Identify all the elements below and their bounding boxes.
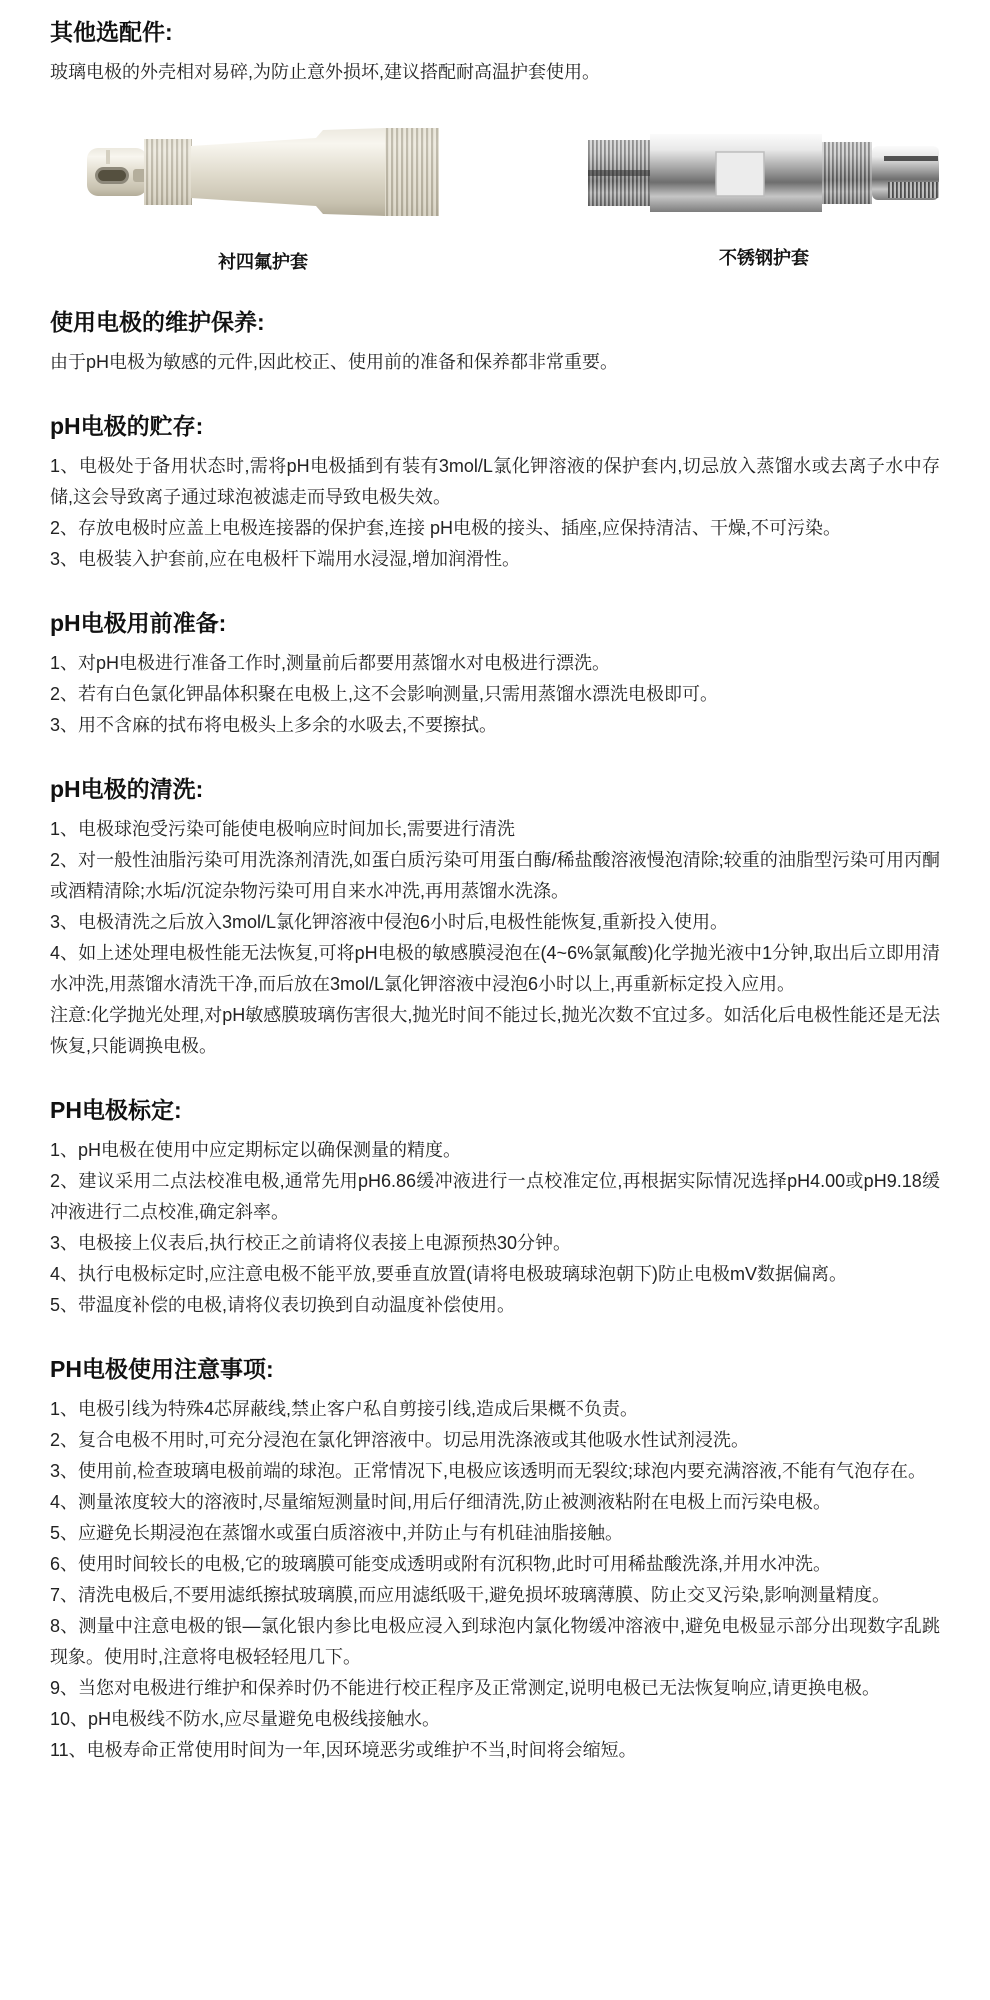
list-item: 5、应避免长期浸泡在蒸馏水或蛋白质溶液中,并防止与有机硅油脂接触。: [50, 1523, 624, 1543]
list-item: 7、清洗电极后,不要用滤纸擦拭玻璃膜,而应用滤纸吸干,避免损坏玻璃薄膜、防止交叉污染,影响测量精度。: [50, 1585, 891, 1605]
list-item: 8、测量中注意电极的银—氯化银内参比电极应浸入到球泡内氯化物缓冲溶液中,避免电极显示部分出现数字乱跳现象。使用时,注意将电极轻轻甩几下。: [50, 1616, 940, 1667]
storage-list: [50, 451, 940, 575]
calibration-list: [50, 1135, 940, 1321]
list-item: 3、使用前,检查玻璃电极前端的球泡。正常情况下,电极应该透明而无裂纹;球泡内要充满溶液,不能有气泡存在。: [50, 1461, 927, 1481]
list-item: 11、电极寿命正常使用时间为一年,因环境恶劣或维护不当,时间将会缩短。: [50, 1740, 637, 1760]
accessories-title: 其他选配件:: [50, 19, 173, 45]
product-images-row: [50, 96, 940, 274]
preparation-title: pH电极用前准备:: [50, 610, 227, 636]
product-figure-ptfe: [86, 96, 440, 274]
list-item: 3、电极清洗之后放入3mol/L氯化钾溶液中侵泡6小时后,电极性能恢复,重新投入使用。: [50, 912, 729, 932]
maintenance-intro: 由于pH电极为敏感的元件,因此校正、使用前的准备和保养都非常重要。: [50, 352, 619, 372]
product-caption-ptfe: 衬四氟护套: [218, 252, 308, 272]
cleaning-list: [50, 814, 940, 1062]
preparation-list: [50, 648, 940, 741]
list-item: 3、用不含麻的拭布将电极头上多余的水吸去,不要擦拭。: [50, 715, 498, 735]
list-item: 注意:化学抛光处理,对pH敏感膜玻璃伤害很大,抛光时间不能过长,抛光次数不宜过多。如活化后电极性能还是无法恢复,只能调换电极。: [50, 1005, 940, 1056]
section-preparation: [50, 607, 940, 741]
section-maintenance: [50, 306, 940, 378]
list-item: 5、带温度补偿的电极,请将仪表切换到自动温度补偿使用。: [50, 1295, 516, 1315]
list-item: 2、复合电极不用时,可充分浸泡在氯化钾溶液中。切忌用洗涤液或其他吸水性试剂浸洗。: [50, 1430, 750, 1450]
list-item: 9、当您对电极进行维护和保养时仍不能进行校正程序及正常测定,说明电极已无法恢复响应,请更换电极。: [50, 1678, 881, 1698]
steel-sleeve-image: [588, 132, 940, 214]
list-item: 10、pH电极线不防水,应尽量避免电极线接触水。: [50, 1709, 441, 1729]
list-item: 3、电极接上仪表后,执行校正之前请将仪表接上电源预热30分钟。: [50, 1233, 572, 1253]
precautions-list: [50, 1394, 940, 1766]
list-item: 4、执行电极标定时,应注意电极不能平放,要垂直放置(请将电极玻璃球泡朝下)防止电极mV数据偏离。: [50, 1264, 847, 1284]
product-caption-steel: 不锈钢护套: [719, 248, 809, 268]
accessories-intro: 玻璃电极的外壳相对易碎,为防止意外损坏,建议搭配耐高温护套使用。: [50, 62, 600, 82]
list-item: 2、建议采用二点法校准电极,通常先用pH6.86缓冲液进行一点校准定位,再根据实际情况选择pH4.00或pH9.18缓冲液进行二点校准,确定斜率。: [50, 1171, 940, 1222]
list-item: 2、存放电极时应盖上电极连接器的保护套,连接 pH电极的接头、插座,应保持清洁、干燥,不可污染。: [50, 518, 842, 538]
list-item: 1、电极球泡受污染可能使电极响应时间加长,需要进行清洗: [50, 819, 516, 839]
list-item: 1、电极引线为特殊4芯屏蔽线,禁止客户私自剪接引线,造成后果概不负责。: [50, 1399, 639, 1419]
list-item: 6、使用时间较长的电极,它的玻璃膜可能变成透明或附有沉积物,此时可用稀盐酸洗涤,并用水冲洗。: [50, 1554, 832, 1574]
list-item: 1、电极处于备用状态时,需将pH电极插到有装有3mol/L氯化钾溶液的保护套内,切忌放入蒸馏水或去离子水中存储,这会导致离子通过球泡被滤走而导致电极失效。: [50, 456, 940, 507]
list-item: 1、pH电极在使用中应定期标定以确保测量的精度。: [50, 1140, 462, 1160]
list-item: 2、若有白色氯化钾晶体积聚在电极上,这不会影响测量,只需用蒸馏水漂洗电极即可。: [50, 684, 719, 704]
section-calibration: [50, 1094, 940, 1321]
product-figure-steel: [588, 96, 940, 270]
precautions-title: PH电极使用注意事项:: [50, 1356, 274, 1382]
ptfe-sleeve-image: [86, 126, 440, 218]
cleaning-title: pH电极的清洗:: [50, 776, 204, 802]
section-precautions: [50, 1353, 940, 1766]
section-storage: [50, 410, 940, 575]
list-item: 2、对一般性油脂污染可用洗涤剂清洗,如蛋白质污染可用蛋白酶/稀盐酸溶液慢泡清除;较重的油脂型污染可用丙酮或酒精清除;水垢/沉淀杂物污染可用自来水冲洗,再用蒸馏水洗涤。: [50, 850, 940, 901]
list-item: 4、如上述处理电极性能无法恢复,可将pH电极的敏感膜浸泡在(4~6%氯氟酸)化学抛光液中1分钟,取出后立即用清水冲洗,用蒸馏水清洗干净,而后放在3mol/L氯化钾溶液中浸泡6小时以上,再重新标定投入应用。: [50, 943, 940, 994]
storage-title: pH电极的贮存:: [50, 413, 204, 439]
list-item: 4、测量浓度较大的溶液时,尽量缩短测量时间,用后仔细清洗,防止被测液粘附在电极上而污染电极。: [50, 1492, 832, 1512]
section-accessories: [50, 16, 940, 274]
list-item: 3、电极装入护套前,应在电极杆下端用水浸湿,增加润滑性。: [50, 549, 521, 569]
list-item: 1、对pH电极进行准备工作时,测量前后都要用蒸馏水对电极进行漂洗。: [50, 653, 611, 673]
calibration-title: PH电极标定:: [50, 1097, 182, 1123]
maintenance-title: 使用电极的维护保养:: [50, 309, 265, 335]
section-cleaning: [50, 773, 940, 1062]
